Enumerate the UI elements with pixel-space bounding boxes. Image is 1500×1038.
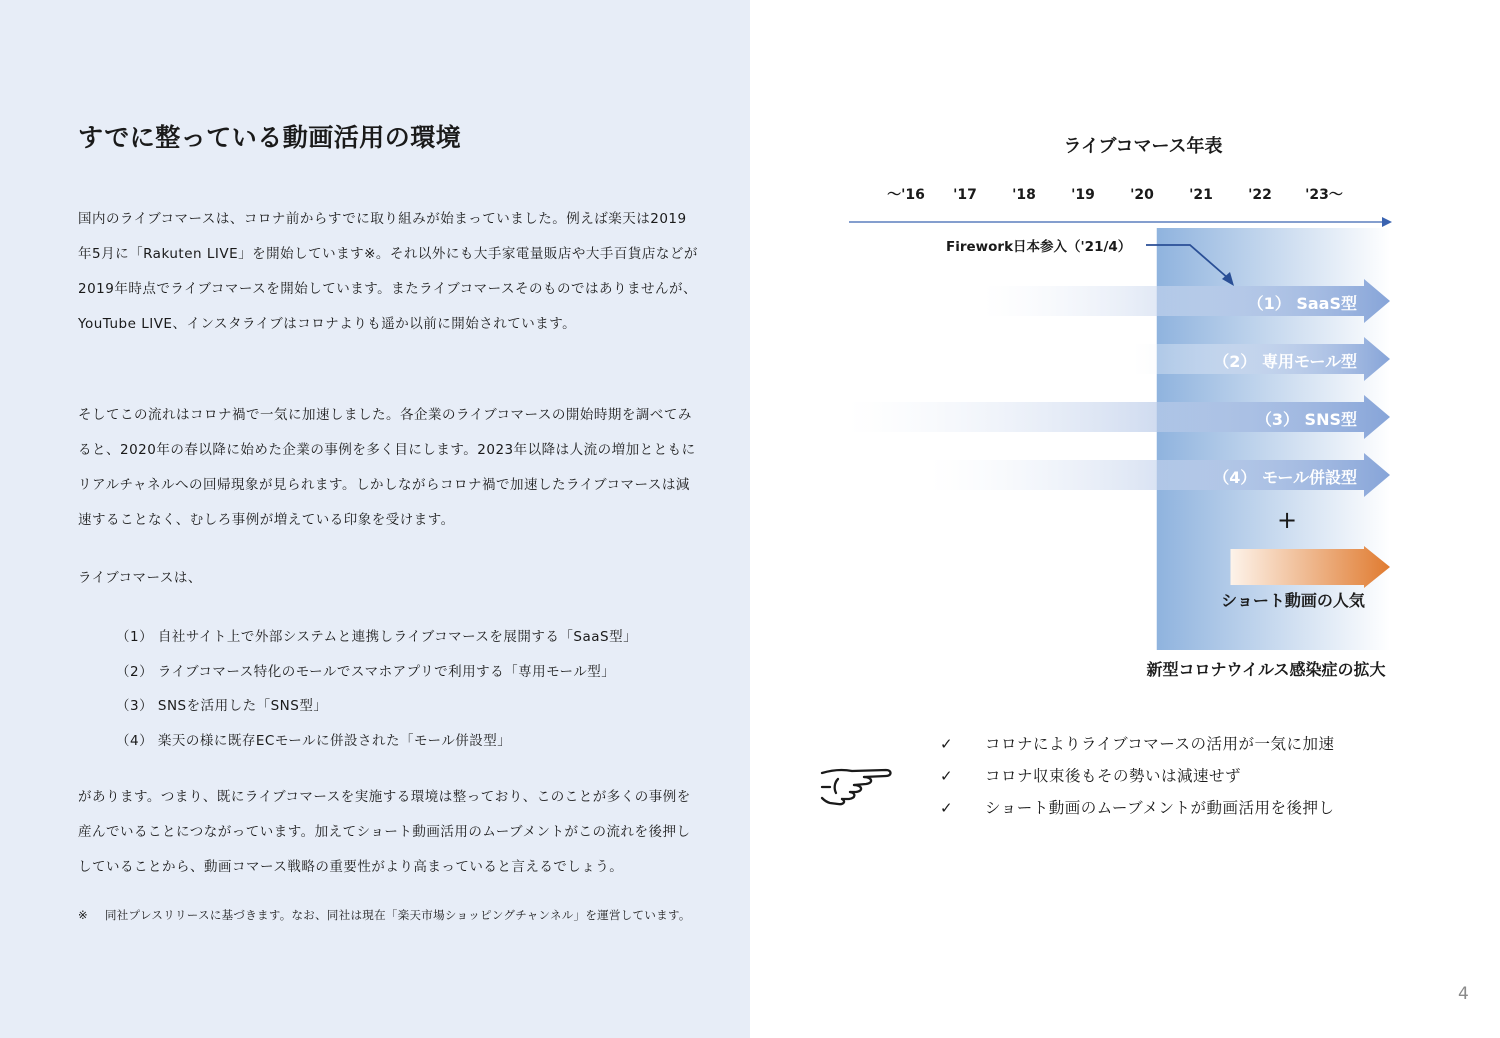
paragraph-1: 国内のライブコマースは、コロナ前からすでに取り組みが始まっていました。例えば楽天は2019年5月に「Rakuten LIVE」を開始しています※。それ以外にも大手家電量販店や大手百貨店などが2019年時点でライブコマースを開始しています。またライブコマースそのものではありませんが、YouTube LIVE、インスタライブはコロナよりも遥か以前に開始されています。 bbox=[78, 211, 698, 332]
footnote-text: 同社プレスリリースに基づきます。なお、同社は現在「楽天市場ショッピングチャンネル」を運営しています。 bbox=[105, 908, 691, 922]
paragraph-2: そしてこの流れはコロナ禍で一気に加速しました。各企業のライブコマースの開始時期を調べてみると、2020年の春以降に始めた企業の事例を多く目にします。2023年以降は人流の増加とともにリアルチャネルへの回帰現象が見られます。しかしながらコロナ禍で加速したライブコマースは減速することなく、むしろ事例が増えている印象を受けます。 bbox=[78, 407, 696, 528]
axis-arrowhead bbox=[1382, 217, 1392, 227]
check-icon: ✓ bbox=[940, 799, 954, 817]
time-axis bbox=[849, 217, 1392, 227]
year-labels bbox=[887, 187, 1343, 203]
year-label: '17 bbox=[953, 187, 977, 203]
page-number: 4 bbox=[1458, 984, 1469, 1004]
year-label: ～'16 bbox=[887, 187, 925, 203]
year-label: '22 bbox=[1248, 187, 1272, 203]
bar-label: （4） モール併設型 bbox=[1213, 468, 1357, 487]
check-icon: ✓ bbox=[940, 767, 954, 785]
bar-label: （2） 専用モール型 bbox=[1213, 352, 1357, 371]
footnote-mark: ※ bbox=[78, 908, 88, 922]
pointing-hand-icon bbox=[818, 765, 898, 809]
firework-annotation-label: Firework日本参入（'21/4） bbox=[946, 239, 1132, 255]
covid-label: 新型コロナウイルス感染症の拡大 bbox=[1146, 660, 1386, 679]
year-label: '19 bbox=[1071, 187, 1095, 203]
conclusion-text: ショート動画のムーブメントが動画活用を後押し bbox=[985, 799, 1335, 817]
list-item: （3） SNSを活用した「SNS型」 bbox=[116, 698, 328, 714]
bar-label: （3） SNS型 bbox=[1255, 410, 1357, 429]
conclusion-item bbox=[940, 728, 1335, 760]
year-label: '20 bbox=[1130, 187, 1154, 203]
conclusion-item bbox=[940, 792, 1335, 824]
list-item: （2） ライブコマース特化のモールでスマホアプリで利用する「専用モール型」 bbox=[116, 663, 616, 680]
conclusion-text: コロナ収束後もその勢いは減速せず bbox=[985, 767, 1242, 785]
page-title: すでに整っている動画活用の環境 bbox=[78, 123, 462, 152]
closing-paragraph: があります。つまり、既にライブコマースを実施する環境は整っており、このことが多くの事例を産んでいることにつながっています。加えてショート動画活用のムーブメントがこの流れを後押ししていることから、動画コマース戦略の重要性がより高まっていると言えるでしょう。 bbox=[78, 789, 691, 875]
short-video-arrow bbox=[1231, 546, 1391, 588]
year-label: '23～ bbox=[1305, 187, 1343, 203]
short-video-label: ショート動画の人気 bbox=[1221, 591, 1365, 610]
list-item: （1） 自社サイト上で外部システムと連携しライブコマースを展開する「SaaS型」 bbox=[116, 629, 638, 645]
bar-label: （1） SaaS型 bbox=[1247, 294, 1357, 313]
paragraph-3: ライブコマースは、 bbox=[78, 570, 202, 586]
plus-sign: + bbox=[1276, 506, 1298, 534]
year-label: '18 bbox=[1012, 187, 1036, 203]
timeline-title: ライブコマース年表 bbox=[1063, 136, 1223, 157]
conclusion-text: コロナによりライブコマースの活用が一気に加速 bbox=[985, 735, 1335, 753]
conclusions-list bbox=[940, 728, 1335, 824]
list-item: （4） 楽天の様に既存ECモールに併設された「モール併設型」 bbox=[116, 732, 512, 749]
conclusion-item bbox=[940, 760, 1335, 792]
check-icon: ✓ bbox=[940, 735, 954, 753]
year-label: '21 bbox=[1189, 187, 1213, 203]
